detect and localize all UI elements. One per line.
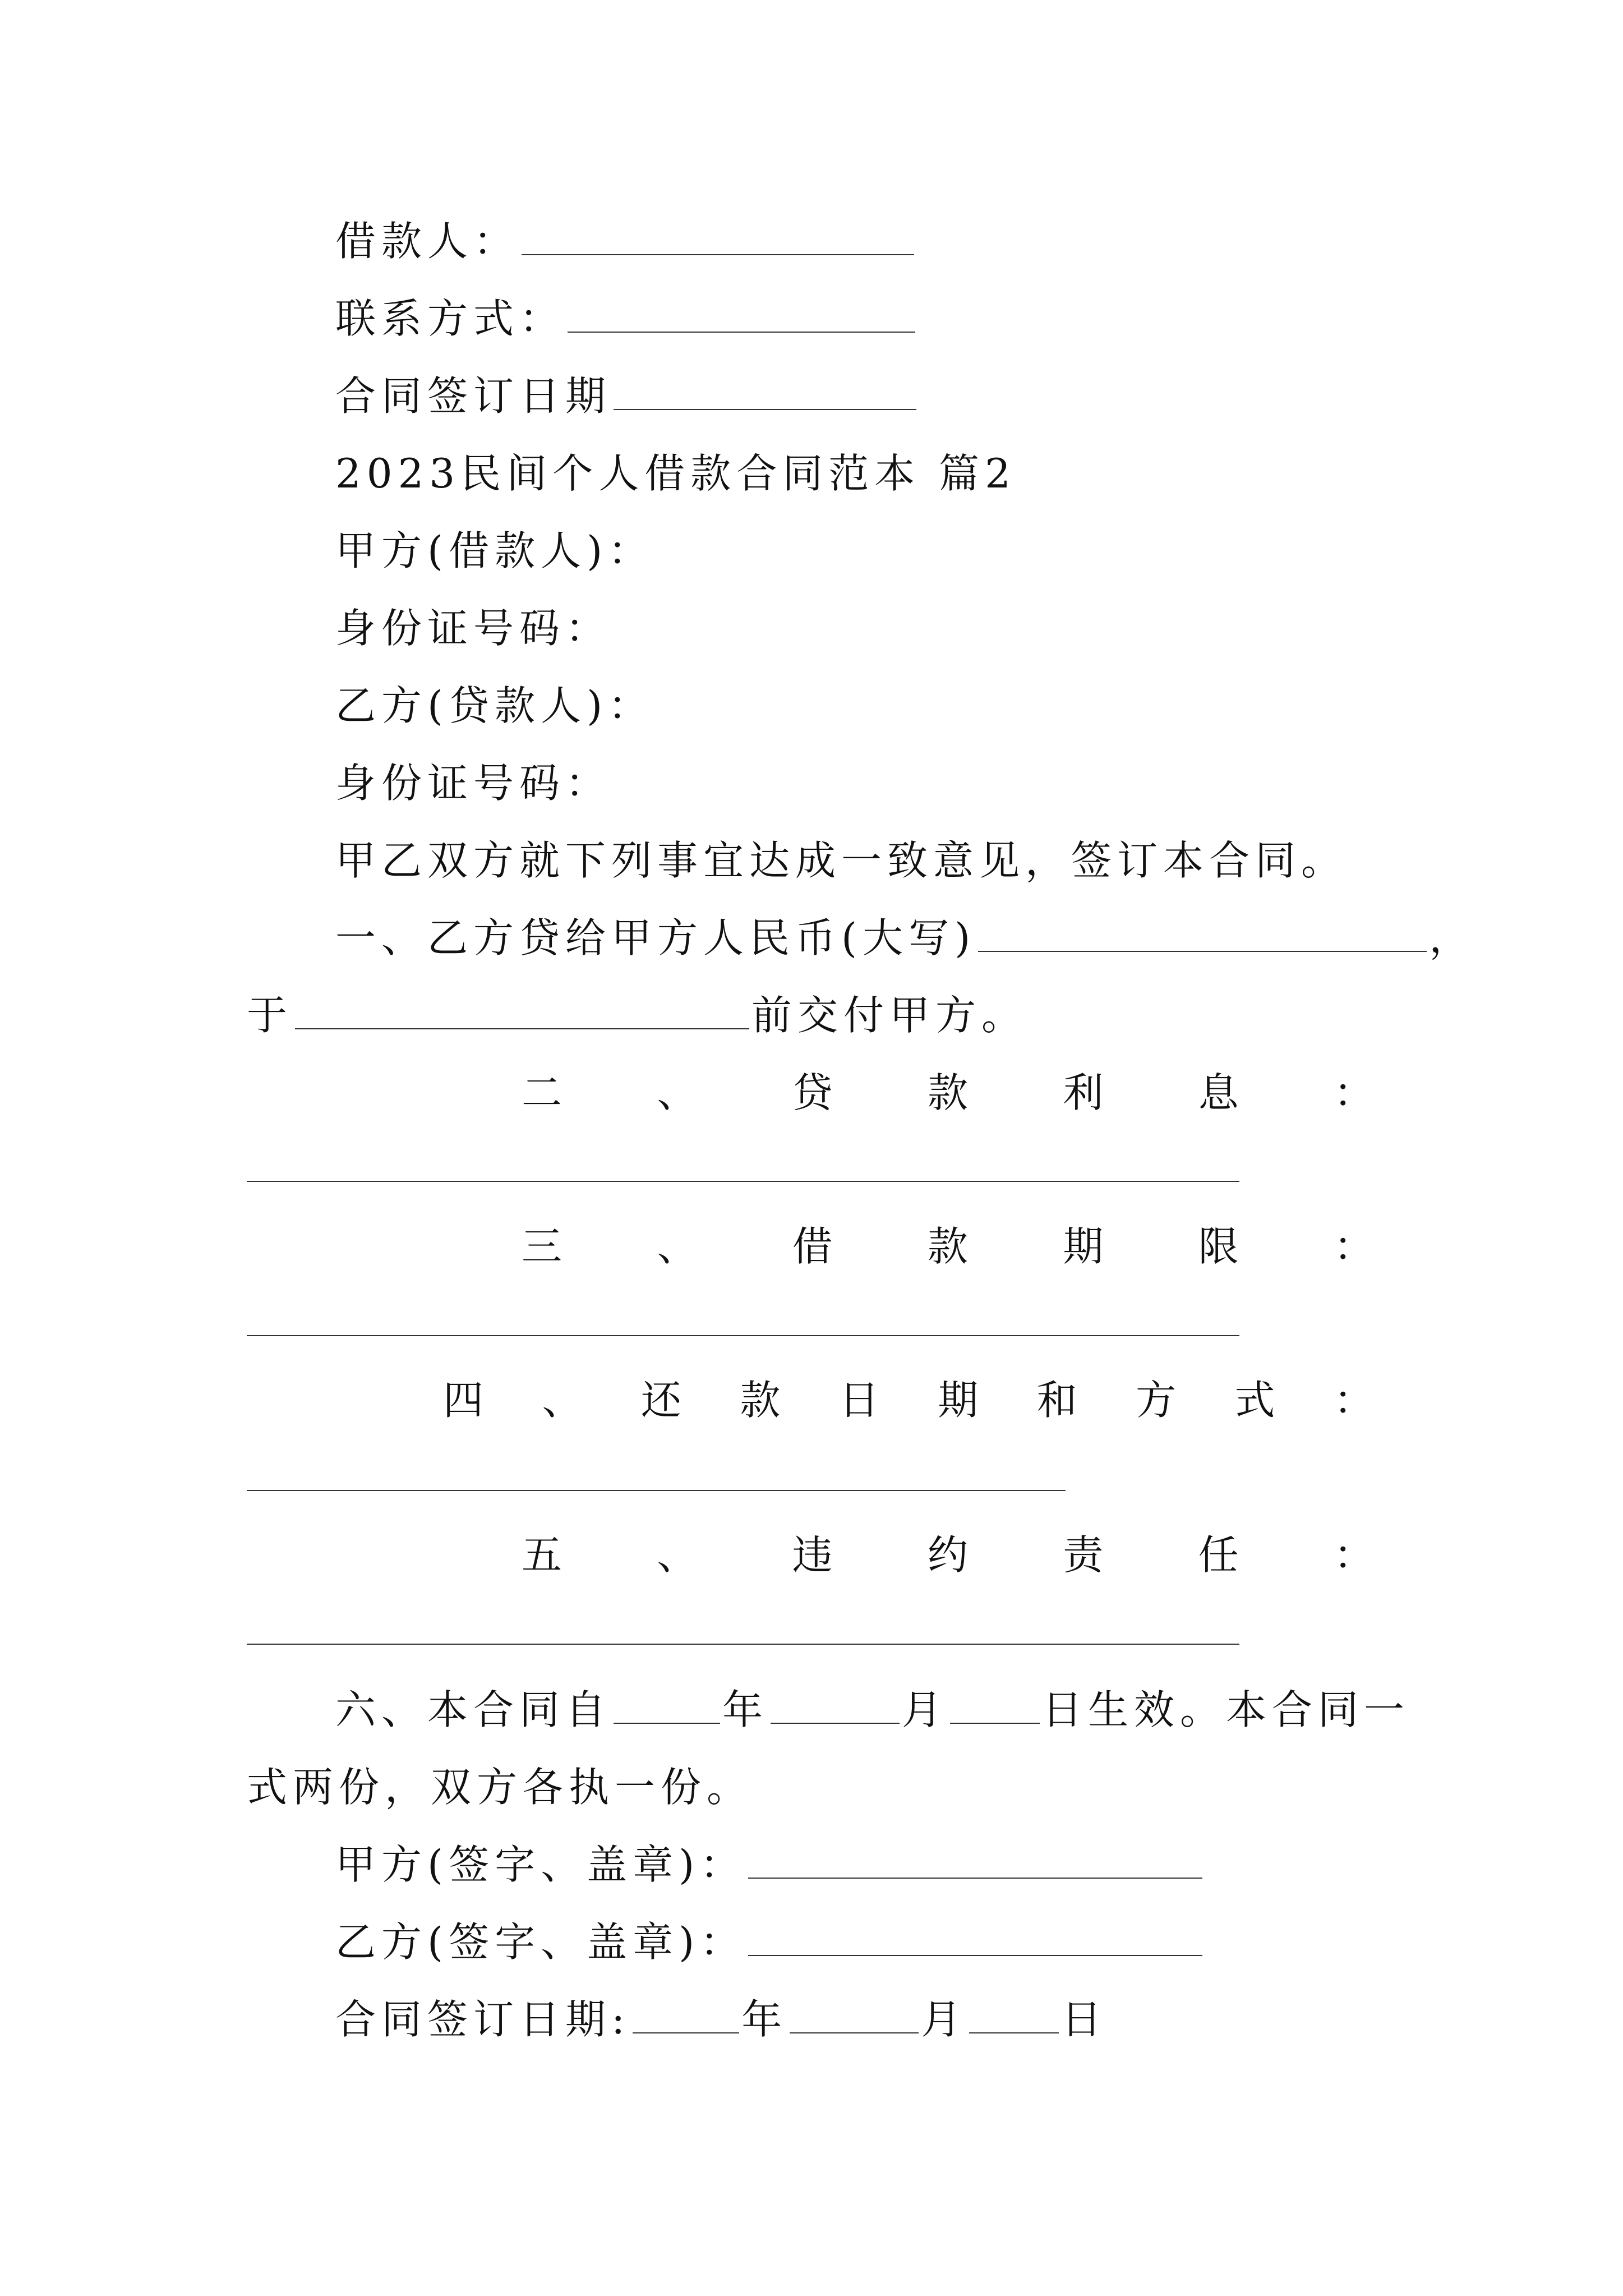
sign-a-line: 甲方(签字、盖章)： bbox=[335, 1837, 1205, 1893]
sign-date-blank-1 bbox=[614, 369, 916, 410]
agreement-line: 甲乙双方就下列事宜达成一致意见，签订本合同。 bbox=[335, 837, 1348, 884]
party-b-line: 乙方(贷款人)： bbox=[335, 682, 654, 729]
sign-date-line-1 bbox=[335, 368, 919, 424]
effective-month-blank bbox=[771, 1682, 900, 1724]
clause-2-blank bbox=[247, 1181, 1239, 1182]
clause-3-blank bbox=[247, 1335, 1239, 1336]
borrower-line bbox=[335, 213, 916, 269]
clause-4-blank bbox=[247, 1490, 1066, 1491]
sign-date-line-2: 合同签订日期: 年 月 日 bbox=[335, 1991, 1107, 2047]
borrower-blank bbox=[522, 214, 914, 255]
clause-6-cont-line: 式两份，双方各执一份。 bbox=[247, 1764, 753, 1811]
clause-5-blank bbox=[247, 1644, 1239, 1645]
sign-date-label-1: 合同签订日期 bbox=[335, 372, 612, 420]
effective-year-blank bbox=[614, 1682, 720, 1724]
id-b-line: 身份证号码： bbox=[335, 760, 612, 807]
sign-month-blank bbox=[790, 1992, 919, 2033]
party-a-line: 甲方(借款人)： bbox=[335, 527, 654, 574]
sign-b-blank bbox=[748, 1915, 1202, 1956]
amount-blank bbox=[978, 910, 1427, 952]
clause-3-heading: 三 、 借 款 期 限 ： bbox=[522, 1223, 1374, 1270]
delivery-date-blank bbox=[295, 988, 749, 1029]
id-a-line: 身份证号码： bbox=[335, 605, 612, 652]
clause-4-heading: 四 、 还 款 日 期 和 方 式 ： bbox=[443, 1377, 1374, 1424]
contact-line bbox=[335, 291, 917, 347]
clause-6-line: 六、本合同自 年 月 日生效。本合同一 bbox=[335, 1682, 1410, 1738]
clause-2-heading: 二 、 贷 款 利 息 ： bbox=[522, 1069, 1374, 1116]
clause-1-line: 一、乙方贷给甲方人民币(大写) ， bbox=[335, 910, 1475, 966]
sign-b-line: 乙方(签字、盖章)： bbox=[335, 1914, 1205, 1970]
effective-day-blank bbox=[950, 1682, 1040, 1724]
clause-5-heading: 五 、 违 约 责 任 ： bbox=[522, 1531, 1374, 1579]
sign-year-blank bbox=[633, 1992, 739, 2033]
section-title: 2023民间个人借款合同范本 篇2 bbox=[335, 450, 1016, 497]
borrower-label: 借款人： bbox=[335, 218, 520, 265]
clause-1-cont-line: 于 前交付甲方。 bbox=[247, 987, 1027, 1043]
contact-label: 联系方式： bbox=[335, 295, 566, 342]
sign-a-blank bbox=[748, 1837, 1202, 1879]
contact-blank bbox=[568, 291, 915, 333]
sign-day-blank bbox=[969, 1992, 1059, 2033]
